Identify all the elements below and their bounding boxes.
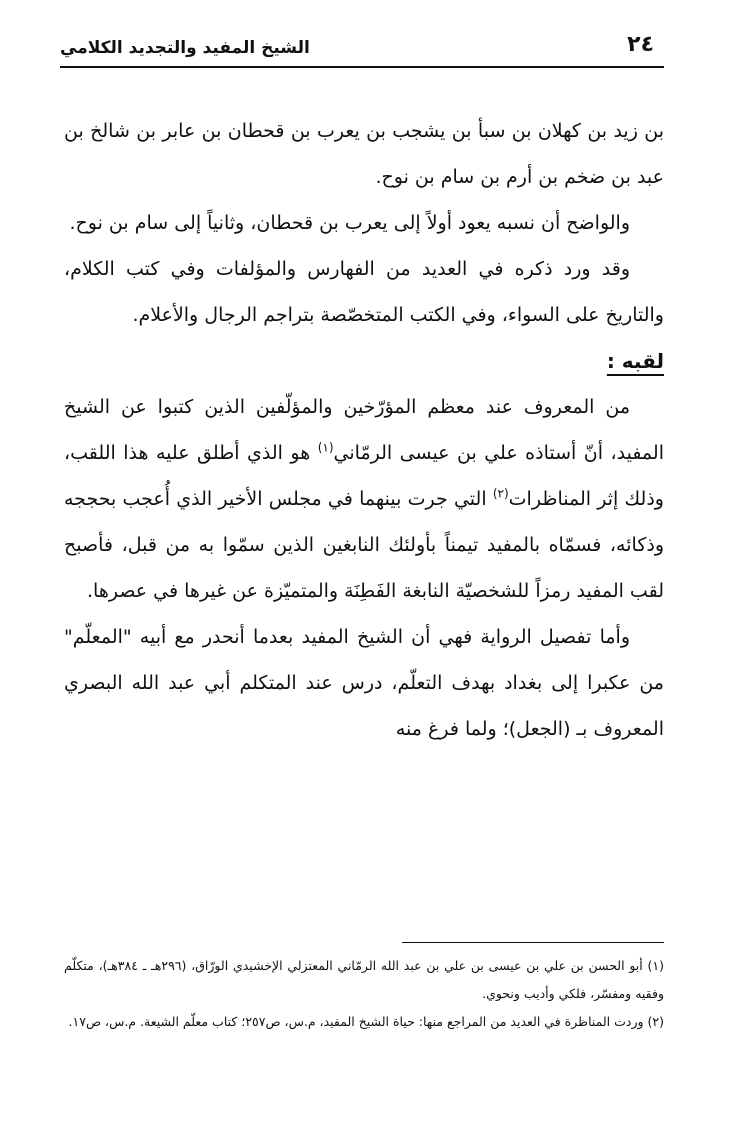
header-rule [60,66,664,68]
running-title: الشيخ المفيد والتجديد الكلامي [60,38,310,58]
footnote-rule [402,942,664,943]
footnote-1: (١) أبو الحسن بن علي بن عيسى بن علي بن عبد الله الرمّاني المعتزلي الإخشيدي الورّاق، (٢٩٦هـ ـ ٣٨٤هـ)، متكلّم وفقيه ومفسّر، فلكي وأديب ونحوي. [64,958,664,1001]
body-text [64,108,664,752]
paragraph-title-origin-part1: من المعروف عند معظم المؤرّخين والمؤلّفين الذين كتبوا عن الشيخ المفيد، أنّ أستاذه علي بن عيسى الرمّاني [64,396,664,464]
page-header [60,30,664,68]
paragraph-lineage-summary: والواضح أن نسبه يعود أولاً إلى يعرب بن قحطان، وثانياً إلى سام بن نوح. [69,212,630,234]
footnotes [64,952,664,1036]
paragraph-narrative: وأما تفصيل الرواية فهي أن الشيخ المفيد بعدما أنحدر مع أبيه "المعلّم" من عكبرا إلى بغداد بهدف التعلّم، درس عند المتكلم أبي عبد الله البصري المعروف بـ (الجعل)؛ ولما فرغ منه [64,626,664,740]
paragraph-title-origin-part3: التي جرت بينهما في مجلس الأخير الذي أُعجب بحججه وذكائه، فسمّاه بالمفيد تيمناً بأولئك النابغين الذين سمّوا به من قبل، فأصبح لقب المفيد رمزاً للشخصيّة النابغة الفَطِنَة والمتميّزة عن غيرها في عصرها. [64,488,664,602]
footnote-ref-2[interactable]: (٢) [492,486,509,501]
paragraph-lineage: بن زيد بن كهلان بن سبأ بن يشجب بن يعرب بن قحطان بن عابر بن شالخ بن عبد بن ضخم بن أرم بن سام بن نوح. [64,120,664,188]
paragraph-title-origin-part2: هو الذي أطلق عليه هذا اللقب، وذلك إثر المناظرات [64,442,664,510]
page-number: ٢٤ [627,32,654,57]
paragraph-title-origin [64,384,664,614]
section-heading-title: لقبه : [606,349,664,373]
paragraph-sources: وقد ورد ذكره في العديد من الفهارس والمؤلفات وفي كتب الكلام، والتاريخ على السواء، وفي الكتب المتخصّصة بتراجم الرجال والأعلام. [64,258,664,326]
footnote-2: (٢) وردت المناظرة في العديد من المراجع منها: حياة الشيخ المفيد، م.س، ص٢٥٧؛ كتاب معلّم الشيعة. م.س، ص١٧. [68,1014,664,1029]
footnote-ref-1[interactable]: (١) [317,440,334,455]
